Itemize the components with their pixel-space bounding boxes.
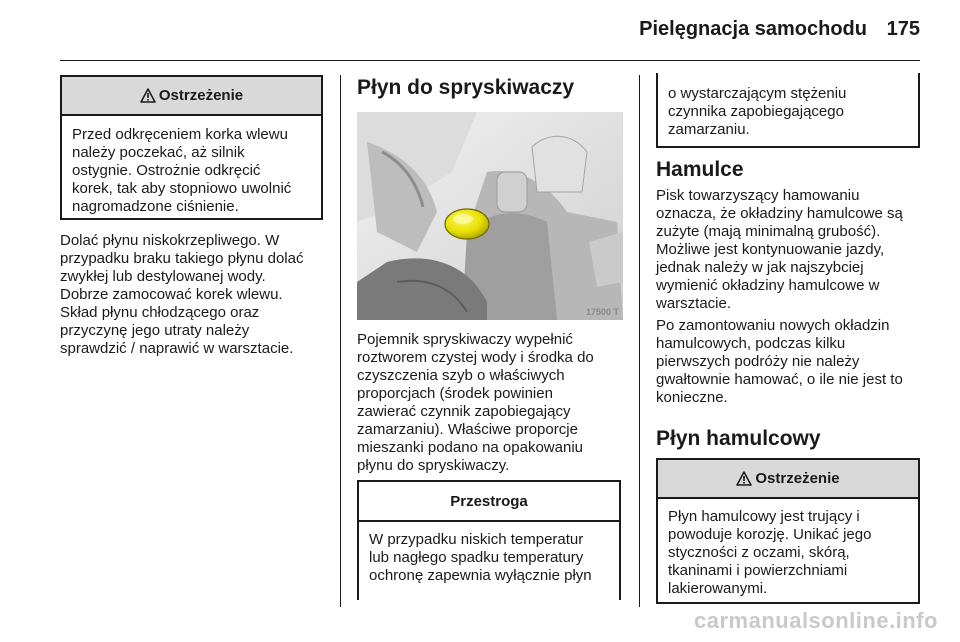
header-rule: [60, 60, 920, 61]
warning-box-title: Ostrzeżenie: [158, 87, 244, 104]
text-line: o wystarczającym stężeniu: [668, 85, 847, 102]
text-line: wymienić okładziny hamulcowe w: [656, 277, 880, 294]
text-line: warsztacie.: [656, 295, 732, 312]
coolant-warning-box: [60, 75, 323, 220]
text-line: nagromadzone ciśnienie.: [72, 198, 239, 215]
text-line: lakierowanymi.: [668, 580, 768, 597]
text-line: powoduje korozję. Unikać jego: [668, 526, 872, 543]
text-line: Możliwe jest kontynuowanie jazdy,: [656, 241, 885, 258]
text-line: Po zamontowaniu nowych okładzin: [656, 317, 890, 334]
text-line: jednak należy w jak najszybciej: [656, 259, 864, 276]
text-line: oznacza, że okładziny hamulcowe są: [656, 205, 903, 222]
brakes-paragraph-2: [656, 317, 936, 407]
caution-box: [357, 480, 621, 600]
text-line: konieczne.: [656, 389, 728, 406]
warning-triangle-icon: [140, 88, 156, 103]
text-line: Płyn hamulcowy jest trujący i: [668, 508, 860, 525]
text-line: proporcjach (środek powinien: [357, 385, 553, 402]
caution-box-title: Przestroga: [450, 492, 528, 510]
brakes-heading: Hamulce: [656, 158, 744, 181]
text-line: gwałtownie hamować, o ile nie jest to: [656, 371, 903, 388]
text-line: płynu do spryskiwaczy.: [357, 457, 510, 474]
text-line: zwykłej lub destylowanej wody.: [60, 268, 266, 285]
text-line: Pojemnik spryskiwaczy wypełnić: [357, 331, 573, 348]
watermark: carmanualsonline.info: [694, 608, 938, 633]
text-line: Dobrze zamocować korek wlewu.: [60, 286, 283, 303]
warning-box-header: [62, 77, 321, 116]
text-line: czyszczenia szyb o właściwych: [357, 367, 565, 384]
warning-triangle-icon: [736, 471, 752, 486]
text-line: roztworem czystej wody i środka do: [357, 349, 594, 366]
text-line: należy poczekać, aż silnik: [72, 144, 245, 161]
washer-fluid-heading: Płyn do spryskiwaczy: [357, 76, 575, 99]
text-line: zawierać czynnik zapobiegający: [357, 403, 571, 420]
text-line: lub nagłego spadku temperatury: [369, 549, 584, 566]
warning-box-text: [62, 116, 321, 224]
text-line: zamarzaniu.: [668, 121, 750, 138]
text-line: tkaninami i powierzchniami: [668, 562, 848, 579]
text-line: Dolać płynu niskokrzepliwego. W: [60, 232, 280, 249]
image-code: 17500 T: [585, 307, 619, 317]
washer-fluid-paragraph: [357, 331, 632, 475]
text-line: mieszanki podano na opakowaniu: [357, 439, 583, 456]
caution-box-text: [359, 522, 619, 593]
text-line: styczności z oczami, skórą,: [668, 544, 850, 561]
warning-box-header: [658, 460, 918, 499]
text-line: W przypadku niskich temperatur: [369, 531, 584, 548]
text-line: ostygnie. Ostrożnie odkręcić: [72, 162, 261, 179]
page-number: 175: [886, 18, 920, 40]
text-line: pierwszych podróży nie należy: [656, 353, 860, 370]
text-line: zamarzaniu). Właściwe proporcje: [357, 421, 578, 438]
text-line: ochronę zapewnia wyłącznie płyn: [369, 567, 592, 584]
text-line: korek, tak aby stopniowo uwolnić: [72, 180, 292, 197]
washer-reservoir-photo: [357, 112, 623, 320]
caution-box-continued-text: [658, 73, 918, 147]
warning-box-text: [658, 499, 918, 606]
page-header-title: Pielęgnacja samochodu: [639, 18, 867, 40]
column-divider-right: [639, 75, 640, 607]
column-divider-left: [340, 75, 341, 607]
text-line: przypadku braku takiego płynu dolać: [60, 250, 304, 267]
text-line: zużyte (mają minimalną grubość).: [656, 223, 881, 240]
caution-box-continued: [656, 73, 920, 148]
brake-fluid-warning-box: [656, 458, 920, 604]
warning-box-title: Ostrzeżenie: [755, 470, 840, 487]
text-line: przyczynę jego utraty należy: [60, 322, 250, 339]
text-line: Skład płynu chłodzącego oraz: [60, 304, 260, 321]
text-line: Przed odkręceniem korka wlewu: [72, 126, 288, 143]
engine-bay-illustration: [357, 112, 623, 320]
caution-box-header: [359, 482, 619, 522]
text-line: Pisk towarzyszący hamowaniu: [656, 187, 860, 204]
coolant-refill-paragraph: [60, 232, 335, 358]
brakes-paragraph-1: [656, 187, 936, 313]
text-line: hamulcowych, podczas kilku: [656, 335, 846, 352]
brake-fluid-heading: Płyn hamulcowy: [656, 427, 821, 450]
text-line: sprawdzić / naprawić w warsztacie.: [60, 340, 294, 357]
text-line: czynnika zapobiegającego: [668, 103, 844, 120]
